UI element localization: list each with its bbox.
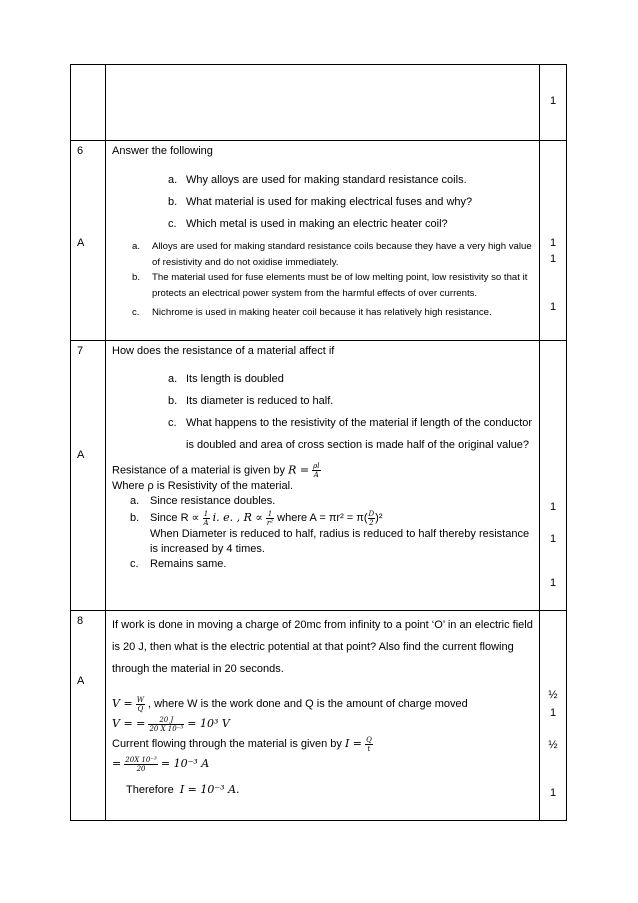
fraction: $\frac{1}{\text{r²}}$ — [266, 509, 274, 527]
sub-question-list — [112, 169, 533, 235]
list-item: b. The material used for fuse elements must be of low melting point, low resistivity so that it protects an electrical power system from the harmful effects of over currents. — [132, 272, 528, 299]
mark: 1 — [549, 237, 557, 249]
mark: 1 — [549, 533, 557, 545]
marks-cell — [540, 611, 567, 821]
mark: 1 — [549, 301, 557, 313]
list-item: c. Which metal is used in making an electric heater coil? — [168, 218, 448, 230]
answer-list — [112, 239, 533, 321]
table-row — [71, 65, 567, 141]
answer-block: V = $\frac{W}{Q}$ , where W is the work done and Q is the amount of charge moved V = = $\frac{20 J}{\text{20 X 10⁻³}}$ = 10³ V Current flowing through the material is given by I = $\frac{Q}{t}$ = $\frac{\text{20X 10⁻³}}{20}$ = 10⁻³ A Therefore I = 10⁻³ A. — [112, 695, 468, 796]
mark: 1 — [549, 577, 557, 589]
list-item: c. What happens to the resistivity of the material if length of the conductor is doubled and area of cross section is made half of the original value? — [168, 417, 533, 451]
table-row — [71, 141, 567, 341]
answer-label: A — [77, 237, 85, 249]
mark: ½ — [548, 739, 558, 751]
question-number-cell — [71, 141, 106, 341]
list-item: a. Why alloys are used for making standard resistance coils. — [168, 174, 467, 186]
list-item: a. Its length is doubled — [168, 373, 284, 385]
question-text: If work is done in moving a charge of 20mc from infinity to a point ‘O’ in an electric field is 20 J, then what is the electric potential at that point? Also find the current flowing through the material in 20 seconds. — [112, 619, 533, 675]
list-item: c. Remains same. — [130, 558, 227, 570]
mark: ½ — [548, 689, 558, 701]
question-number-cell — [71, 611, 106, 821]
mark: 1 — [549, 95, 557, 107]
mark: 1 — [549, 707, 557, 719]
list-item: c. Nichrome is used in making heater coil because it has relatively high resistance. — [132, 307, 492, 318]
fraction: $\frac{Q}{t}$ — [366, 735, 372, 753]
list-item: b. What material is used for making electrical fuses and why? — [168, 196, 473, 208]
sub-question-list — [112, 368, 533, 456]
list-item: b. Since R ∝ $\frac{1}{A}$ i. e. , R ∝ $\frac{1}{\text{r²}}$ where A = πr² = π( $\frac{D}{2}$ )² When Diameter is reduced to half, radius is reduced to half thereby resistance is increased by 4 times. — [130, 509, 530, 555]
question-cell — [106, 611, 540, 821]
marks-cell — [540, 65, 567, 141]
answer-label: A — [77, 675, 85, 687]
question-text: How does the resistance of a material affect if — [112, 345, 335, 357]
question-cell — [106, 341, 540, 611]
marks-cell — [540, 141, 567, 341]
fraction: $\frac{\rho l}{A}$ — [313, 462, 320, 479]
table-row — [71, 611, 567, 821]
question-number: 6 — [77, 145, 84, 157]
answer-block: Resistance of a material is given by R = $\frac{\rho l}{A}$ Where ρ is Resistivity of the material. a. Since resistance doubles. b. Since R ∝ $\frac{1}{A}$ i. e. , R ∝ $\frac{1}{\text{r²}}$ where A = πr² = π( $\frac{D}{2}$ )² When Diameter is reduced to half, radius is reduced to half thereby resistance is increased by 4 times. c. Remains same. — [112, 462, 533, 572]
list-item: b. Its diameter is reduced to half. — [168, 395, 334, 407]
fraction: $\frac{\text{20X 10⁻³}}{20}$ — [125, 755, 157, 773]
fraction: $\frac{20 J}{\text{20 X 10⁻³}}$ — [149, 715, 184, 733]
question-cell — [106, 141, 540, 341]
question-number: 8 — [77, 615, 84, 627]
list-item: a. Since resistance doubles. — [130, 495, 276, 507]
list-item: a. Alloys are used for making standard resistance coils because they have a very high value of resistivity and do not oxidise immediately. — [132, 241, 532, 268]
fraction: $\frac{W}{Q}$ — [136, 695, 144, 713]
question-number: 7 — [77, 345, 84, 357]
mark: 1 — [549, 501, 557, 513]
fraction: $\frac{D}{2}$ — [368, 509, 375, 527]
answer-label: A — [77, 449, 85, 461]
question-text: Answer the following — [112, 145, 213, 157]
fraction: $\frac{1}{A}$ — [203, 509, 209, 527]
mark: 1 — [549, 787, 557, 799]
mark: 1 — [549, 253, 557, 265]
question-number-cell — [71, 341, 106, 611]
table-row — [71, 341, 567, 611]
answer-table — [70, 64, 567, 821]
answer-list — [112, 494, 533, 572]
marks-cell — [540, 341, 567, 611]
